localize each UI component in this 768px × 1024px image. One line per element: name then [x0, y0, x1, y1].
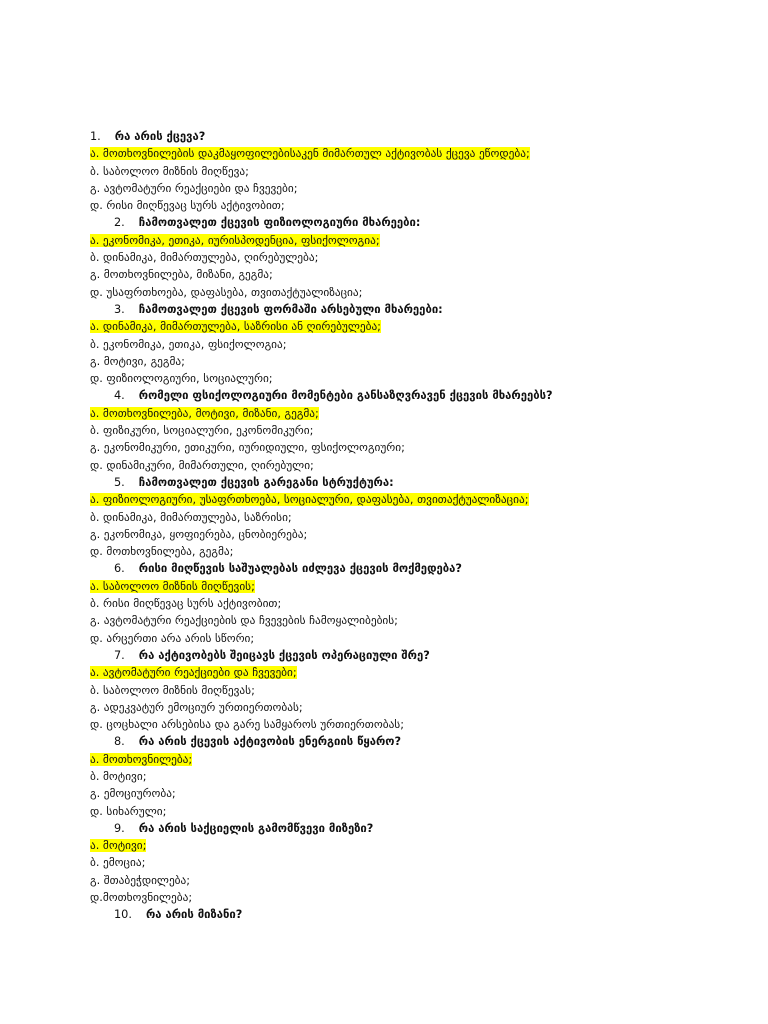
answer-text: დ. სიხარული;: [90, 804, 167, 818]
question-number: 3.: [114, 302, 125, 316]
answer-text: დ. მოთხოვნილება, გეგმა;: [90, 545, 234, 559]
answer-text: გ. მოთხოვნილება, მიზანი, გეგმა;: [90, 268, 273, 282]
answer-text: დ.მოთხოვნილება;: [90, 891, 193, 905]
question-9: [90, 820, 690, 837]
question-number: 8.: [114, 735, 125, 749]
answer-option: [90, 854, 690, 871]
question-text: რა არის მიზანი?: [145, 908, 243, 922]
question-number: 2.: [114, 216, 125, 230]
question-number: 4.: [114, 389, 125, 403]
answer-option: [90, 872, 690, 889]
question-number: 10.: [114, 908, 132, 922]
question-1: [90, 128, 690, 145]
answer-option: [90, 630, 690, 647]
answer-option: [90, 266, 690, 283]
answer-option: [90, 803, 690, 820]
question-text: ჩამოთვალეთ ქცევის გარეგანი სტრუქტურა:: [138, 475, 394, 489]
answer-option: [90, 664, 690, 681]
answer-text: დ. დინამიკური, მიმართული, ღირებული;: [90, 458, 314, 472]
question-text: ჩამოთვალეთ ქცევის ფორმაში არსებული მხარეები:: [138, 302, 443, 316]
document-body: [90, 128, 690, 924]
answer-option: [90, 370, 690, 387]
correct-answer-highlight: ა. ფიზიოლოგიური, უსაფრთხოება, სოციალური, დაფასება, თვითაქტუალიზაცია;: [90, 493, 529, 507]
answer-option: [90, 318, 690, 335]
answer-text: გ. ავტომატური რეაქციები და ჩვევები;: [90, 181, 298, 195]
answer-text: დ. უსაფრთხოება, დაფასება, თვითაქტუალიზაცია;: [90, 285, 363, 299]
question-text: რისი მიღწევის საშუალებას იძლევა ქცევის მოქმედება?: [138, 562, 462, 576]
answer-option: [90, 405, 690, 422]
question-3: [90, 301, 690, 318]
answer-text: გ. ავტომატური რეაქციების და ჩვევების ჩამოყალიბების;: [90, 614, 398, 628]
answer-option: [90, 526, 690, 543]
answer-option: [90, 699, 690, 716]
question-number: 1.: [90, 130, 101, 143]
answer-text: ბ. რისი მიღწევაც სურს აქტივობით;: [90, 597, 282, 611]
correct-answer-highlight: ა. ეკონომიკა, ეთიკა, იურისპოდენცია, ფსიქოლოგია;: [90, 233, 380, 247]
answer-option: [90, 457, 690, 474]
answer-option: [90, 889, 690, 906]
answer-option: [90, 612, 690, 629]
question-text: რა არის საქციელის გამომწვევი მიზეზი?: [138, 821, 374, 835]
answer-text: დ. რისი მიღწევაც სურს აქტივობით;: [90, 199, 285, 213]
answer-option: [90, 439, 690, 456]
answer-option: [90, 785, 690, 802]
answer-option: [90, 180, 690, 197]
correct-answer-highlight: ა. დინამიკა, მიმართულება, საზრისი ან ღირებულება;: [90, 320, 381, 334]
question-5: [90, 474, 690, 491]
question-10: [90, 906, 690, 923]
answer-option: [90, 353, 690, 370]
answer-option: [90, 595, 690, 612]
answer-text: დ. ფიზიოლოგიური, სოციალური;: [90, 372, 273, 386]
question-7: [90, 647, 690, 664]
answer-option: [90, 249, 690, 266]
answer-option: [90, 716, 690, 733]
correct-answer-highlight: ა. მოთხოვნილების დაკმაყოფილებისაკენ მიმართულ აქტივობას ქცევა ეწოდება;: [90, 147, 530, 161]
answer-text: გ. შთაბეჭდილება;: [90, 873, 191, 887]
answer-text: გ. მოტივი, გეგმა;: [90, 354, 185, 368]
answer-text: გ. ემოციურობა;: [90, 787, 176, 801]
question-number: 5.: [114, 475, 125, 489]
question-text: რომელი ფსიქოლოგიური მომენტები განსაზღვრავენ ქცევის მხარეებს?: [138, 389, 553, 403]
answer-option: [90, 163, 690, 180]
answer-text: გ. ეკონომიკური, ეთიკური, იურიდიული, ფსიქოლოგიური;: [90, 441, 405, 455]
answer-option: [90, 543, 690, 560]
answer-text: ბ. საბოლოო მიზნის მიღწევა;: [90, 164, 249, 178]
answer-text: დ. ცოცხალი არსებისა და გარე სამყაროს ურთიერთობას;: [90, 718, 405, 732]
answer-text: გ. ადეკვატურ ემოციურ ურთიერთობას;: [90, 700, 303, 714]
correct-answer-highlight: ა. მოთხოვნილება, მოტივი, მიზანი, გეგმა;: [90, 406, 319, 420]
answer-text: ბ. მოტივი;: [90, 769, 147, 783]
question-8: [90, 733, 690, 750]
question-text: რა არის ქცევა?: [114, 130, 206, 143]
answer-option: [90, 578, 690, 595]
answer-option: [90, 197, 690, 214]
answer-option: [90, 509, 690, 526]
answer-option: [90, 751, 690, 768]
answer-option: [90, 491, 690, 508]
answer-option: [90, 837, 690, 854]
correct-answer-highlight: ა. საბოლოო მიზნის მიღწევის;: [90, 579, 255, 593]
answer-option: [90, 232, 690, 249]
answer-option: [90, 284, 690, 301]
answer-text: დ. არცერთი არა არის სწორი;: [90, 631, 255, 645]
answer-text: ბ. ეკონომიკა, ეთიკა, ფსიქოლოგია;: [90, 337, 287, 351]
answer-option: [90, 145, 690, 162]
question-number: 7.: [114, 648, 125, 662]
answer-option: [90, 768, 690, 785]
answer-option: [90, 682, 690, 699]
question-2: [90, 214, 690, 231]
correct-answer-highlight: ა. მოთხოვნილება;: [90, 752, 193, 766]
question-text: რა აქტივობებს შეიცავს ქცევის ოპერაციული შრე?: [138, 648, 430, 662]
question-text: ჩამოთვალეთ ქცევის ფიზიოლოგიური მხარეები:: [138, 216, 421, 230]
answer-option: [90, 336, 690, 353]
question-4: [90, 387, 690, 404]
question-number: 9.: [114, 821, 125, 835]
question-number: 6.: [114, 562, 125, 576]
answer-text: ბ. ემოცია;: [90, 856, 146, 870]
answer-option: [90, 422, 690, 439]
answer-text: გ. ეკონომიკა, ყოფიერება, ცნობიერება;: [90, 527, 308, 541]
question-text: რა არის ქცევის აქტივობის ენერგიის წყარო?: [138, 735, 402, 749]
answer-text: ბ. საბოლოო მიზნის მიღწევას;: [90, 683, 255, 697]
answer-text: ბ. დინამიკა, მიმართულება, საზრისი;: [90, 510, 292, 524]
answer-text: ბ. დინამიკა, მიმართულება, ღირებულება;: [90, 251, 319, 265]
answer-text: ბ. ფიზიკური, სოციალური, ეკონომიკური;: [90, 424, 314, 438]
correct-answer-highlight: ა. მოტივი;: [90, 839, 147, 853]
question-6: [90, 560, 690, 577]
correct-answer-highlight: ა. ავტომატური რეაქციები და ჩვევები;: [90, 666, 297, 680]
